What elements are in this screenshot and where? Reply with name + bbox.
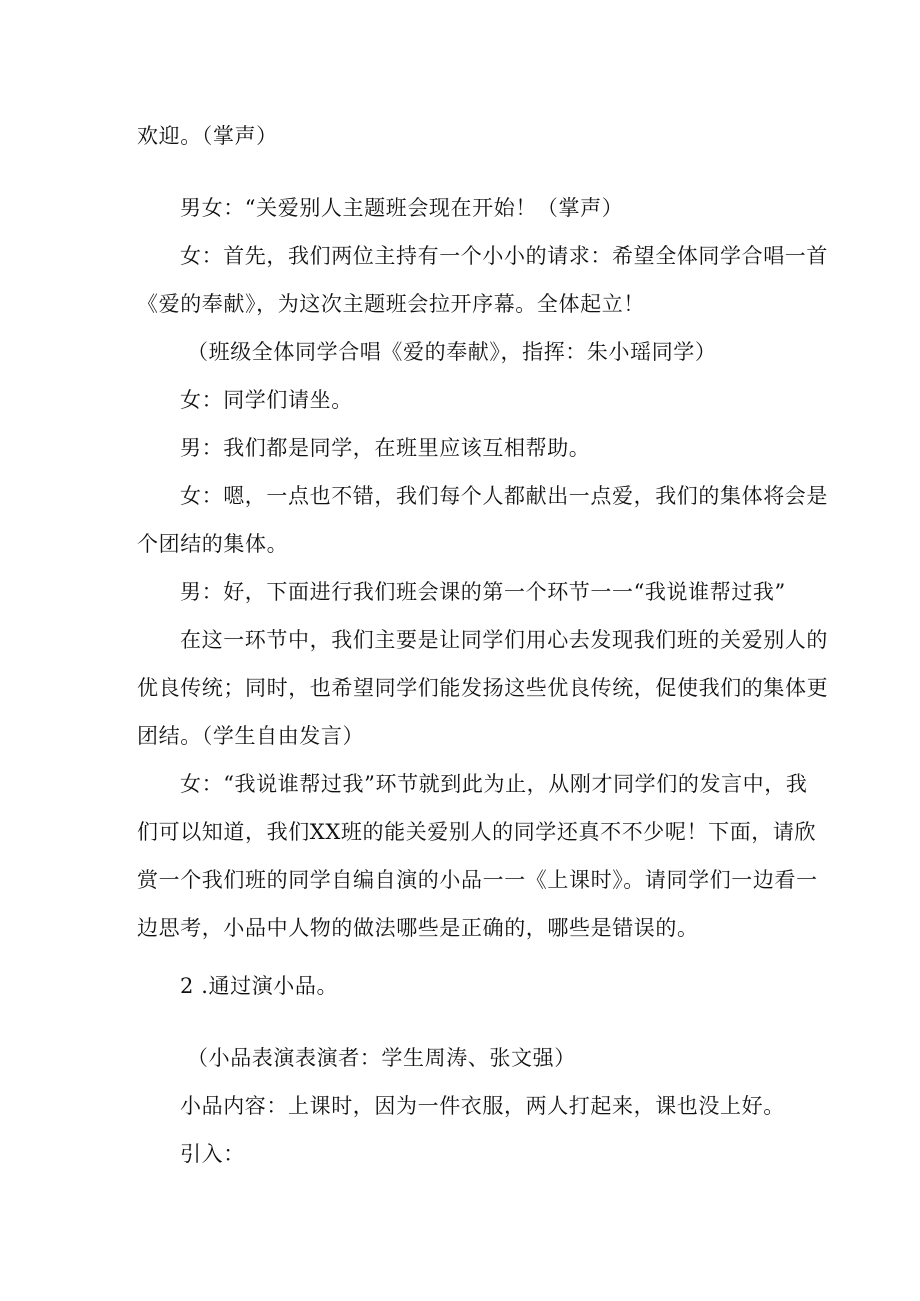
text-line-15: 们可以知道，我们XX班的能关爱别人的同学还真不不少呢！下面，请欣: [137, 820, 817, 844]
text-line-20: 小品内容：上课时，因为一件衣服，两人打起来，课也没上好。: [180, 1094, 785, 1118]
text-line-21: 引入：: [180, 1142, 245, 1166]
text-line-1: 欢迎。（掌声）: [137, 124, 278, 148]
text-line-10: 男：好，下面进行我们班会课的第一个环节一一“我说谁帮过我”: [180, 580, 786, 604]
text-line-17: 边思考，小品中人物的做法哪些是正确的，哪些是错误的。: [137, 916, 699, 940]
text-line-14: 女：“我说谁帮过我”环节就到此为止，从刚才同学们的发言中，我: [180, 772, 808, 796]
text-line-7: 男：我们都是同学，在班里应该互相帮助。: [180, 436, 591, 460]
text-line-6: 女：同学们请坐。: [180, 388, 353, 412]
text-line-18: 2 .通过演小品。: [180, 974, 339, 998]
text-line-9: 个团结的集体。: [137, 532, 289, 556]
text-line-2: 男女：“关爱别人主题班会现在开始！（掌声）: [180, 196, 624, 220]
text-line-5: （班级全体同学合唱《爱的奉献》，指挥：朱小瑶同学）: [187, 340, 717, 364]
text-line-11: 在这一环节中，我们主要是让同学们用心去发现我们班的关爱别人的: [180, 628, 828, 652]
text-line-19: （小品表演表演者：学生周涛、张文强）: [187, 1046, 576, 1070]
text-line-3: 女：首先，我们两位主持有一个小小的请求：希望全体同学合唱一首: [180, 244, 828, 268]
text-line-4: 《爱的奉献》，为这次主题班会拉开序幕。全体起立！: [137, 292, 645, 316]
text-line-13: 团结。（学生自由发言）: [137, 724, 365, 748]
text-line-12: 优良传统；同时，也希望同学们能发扬这些优良传统，促使我们的集体更: [137, 676, 829, 700]
text-line-16: 赏一个我们班的同学自编自演的小品一一《上课时》。请同学们一边看一: [137, 868, 818, 892]
text-line-8: 女：嗯，一点也不错，我们每个人都献出一点爱，我们的集体将会是: [180, 484, 828, 508]
